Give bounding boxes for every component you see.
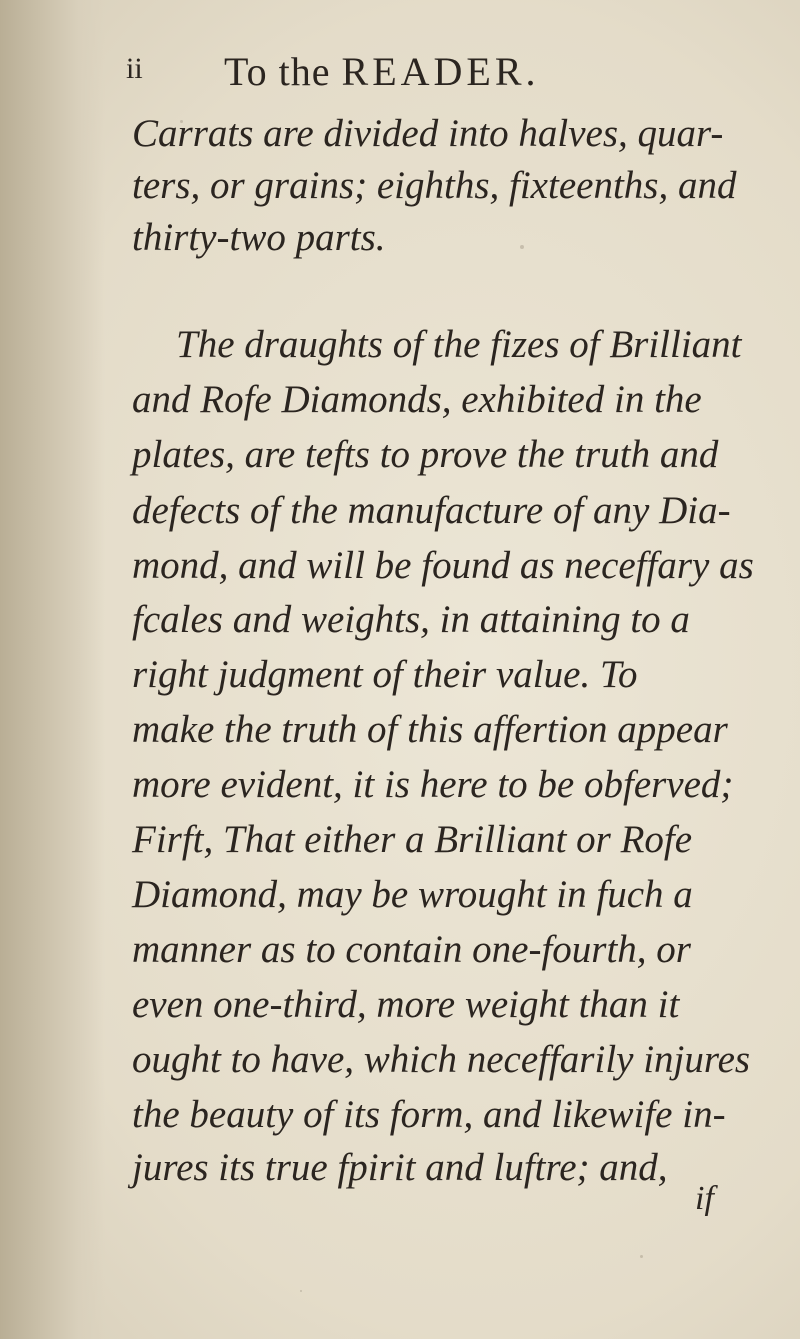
text-line: and Rofe Diamonds, exhibited in the bbox=[132, 378, 702, 421]
text-line: more evident, it is here to be obferved; bbox=[132, 763, 734, 806]
page-number: ii bbox=[126, 52, 143, 85]
text-line: ought to have, which neceffarily injures bbox=[132, 1038, 751, 1081]
page-header bbox=[126, 48, 686, 98]
running-head bbox=[224, 48, 540, 95]
paper-speck bbox=[300, 1290, 302, 1292]
text-line: make the truth of this affertion appear bbox=[132, 708, 728, 751]
text-line: plates, are tefts to prove the truth and bbox=[132, 433, 719, 476]
paper-speck bbox=[520, 245, 524, 249]
paper-speck bbox=[640, 1255, 643, 1258]
text-line: The draughts of the fizes of Brilliant bbox=[176, 323, 742, 366]
text-line: mond, and will be found as neceffary as bbox=[132, 544, 754, 587]
text-line: Diamond, may be wrought in fuch a bbox=[132, 873, 693, 916]
running-head-prefix: To the bbox=[224, 49, 331, 94]
text-line: right judgment of their value. To bbox=[132, 653, 638, 696]
running-head-caps: READER. bbox=[341, 49, 540, 94]
text-line: thirty-two parts. bbox=[132, 216, 386, 259]
catchword: if bbox=[695, 1180, 714, 1217]
text-line: Carrats are divided into halves, quar- bbox=[132, 112, 724, 155]
text-line: the beauty of its form, and likewife in- bbox=[132, 1093, 726, 1136]
text-line: manner as to contain one-fourth, or bbox=[132, 928, 691, 971]
text-line: ters, or grains; eighths, fixteenths, and bbox=[132, 164, 737, 207]
text-line: even one-third, more weight than it bbox=[132, 983, 680, 1026]
text-line: fcales and weights, in attaining to a bbox=[132, 598, 690, 641]
text-line: jures its true fpirit and luftre; and, bbox=[132, 1146, 668, 1189]
page-gutter-shadow bbox=[0, 0, 105, 1339]
text-line: Firft, That either a Brilliant or Rofe bbox=[132, 818, 693, 861]
text-line: defects of the manufacture of any Dia- bbox=[132, 489, 731, 532]
